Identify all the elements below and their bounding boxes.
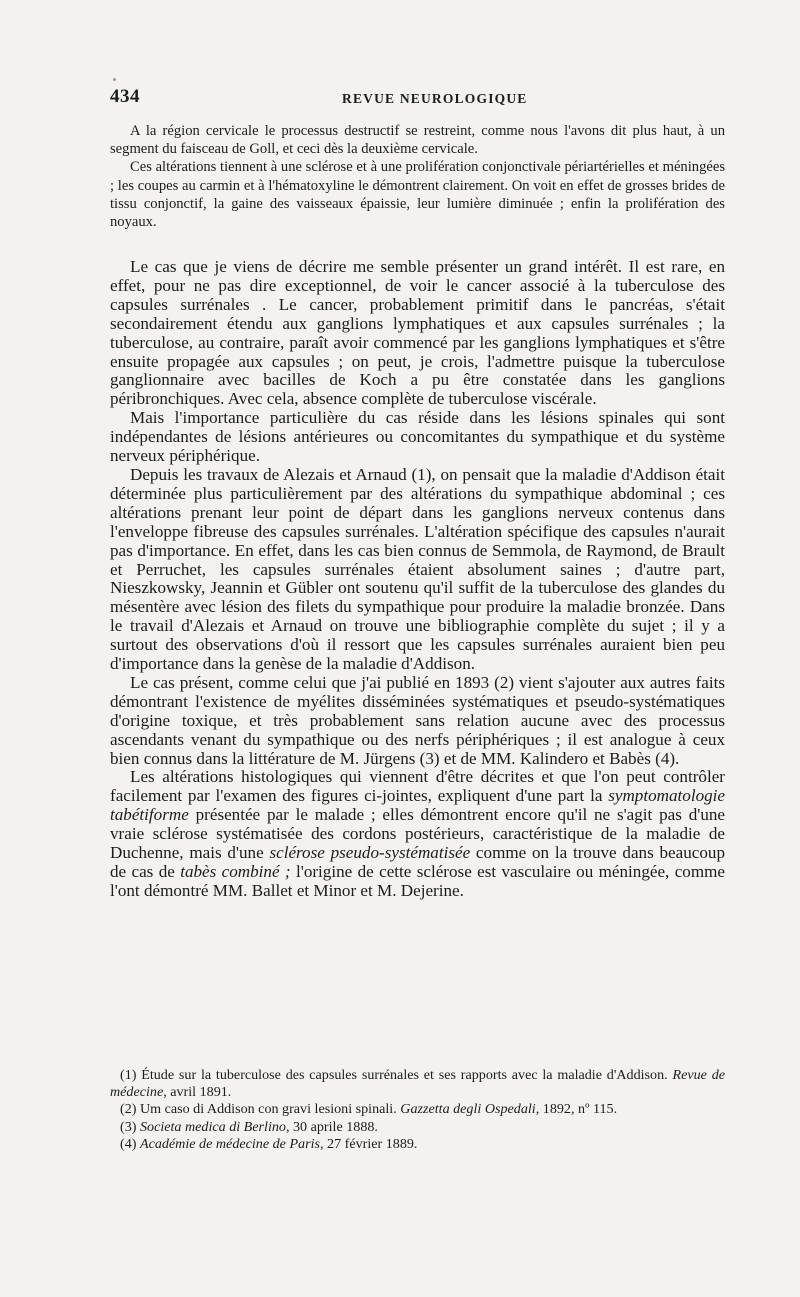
main-text <box>110 258 725 901</box>
italic-term: symptomatologie tabétiforme <box>110 786 725 825</box>
footnote-text: (1) Étude sur la tuberculose des capsules surrénales et ses rapports avec la maladie d'Addison. <box>120 1067 673 1083</box>
footnote <box>110 1136 725 1153</box>
body-paragraph <box>110 768 725 900</box>
footnote-source: Societa medica di Berlino, <box>139 1118 290 1135</box>
body-paragraph: Mais l'importance particulière du cas réside dans les lésions spinales qui sont indépendantes de lésions antérieures ou concomitantes du sympathique et du système nerveux périphérique. <box>110 408 725 466</box>
page-number: 434 <box>110 86 140 107</box>
footnote <box>110 1101 725 1118</box>
italic-term: sclérose pseudo-systématisée <box>269 843 471 863</box>
footnote-text: (2) Um caso di Addison con gravi lesioni spinali. <box>120 1101 401 1118</box>
footnote-source: Académie de médecine de Paris, <box>139 1135 324 1152</box>
small-paragraph: A la région cervicale le processus destructif se restreint, comme nous l'avons dit plus haut, à un segment du faisceau de Goll, et ceci dès la deuxième cervicale. <box>110 123 725 158</box>
small-paragraph: Ces altérations tiennent à une sclérose et à une prolifération conjonctivale périartérielles et méningées ; les coupes au carmin et à l'hématoxyline le démontrent clairement. On voit en effet de grosses brides de tissu conjonctif, la gaine des vaisseaux épaissie, leur lumière diminuée ; enfin la prolifération des noyaux. <box>110 159 725 231</box>
footnote <box>110 1119 725 1136</box>
text-run: l'origine de cette sclérose est vasculaire ou méningée, comme l'ont démontré MM. Ballet et Minor et M. Dejerine. <box>110 862 726 900</box>
text-run: présentée par le malade ; elles démontrent encore qu'il ne s'agit pas d'une vraie sclérose systématisée des cordons postérieurs, caractéristique de la maladie de Duchenne, mais d'une <box>110 805 725 863</box>
page-header <box>110 86 725 110</box>
running-title: REVUE NEUROLOGIQUE <box>342 91 528 106</box>
footnote-date: 1892, nº 115. <box>539 1101 618 1118</box>
body-paragraph: Le cas présent, comme celui que j'ai publié en 1893 (2) vient s'ajouter aux autres faits démontrant l'existence de myélites disséminées systématiques et pseudo-systématiques d'origine toxique, et très probablement sans relation aucune avec des processus ascendants venant du sympathique ou des nerfs périphériques ; il est analogue à ceux bien connus dans la littérature de M. Jürgens (3) et de MM. Kalindero et Babès (4). <box>110 672 725 768</box>
italic-term: tabès combiné ; <box>180 862 291 881</box>
footnote-source: Gazzetta degli Ospedali, <box>400 1101 540 1118</box>
scan-speck <box>113 78 116 81</box>
footnotes <box>110 1067 725 1153</box>
body-paragraph: Le cas que je viens de décrire me semble présenter un grand intérêt. Il est rare, en effet, pour ne pas dire exceptionnel, de voir le cancer associé à la tuberculose des capsules surrénales . Le cancer, probablement primitif dans le pancréas, s'était secondairement étendu aux ganglions lymphatiques et aux capsules surrénales ; la tuberculose, au contraire, paraît avoir commencé par les ganglions lymphatiques et s'être ensuite propagée aux capsules ; on peut, je crois, l'admettre puisque la tuberculose ganglionnaire avec bacilles de Koch a pu être constatée dans les ganglions péribronchiques. Avec cela, absence complète de tuberculose viscérale. <box>110 257 725 409</box>
footnote-date: avril 1891. <box>166 1084 232 1101</box>
text-run: Les altérations histologiques qui viennent d'être décrites et que l'on peut contrôler facilement par l'examen des figures ci-jointes, expliquent d'une part la <box>110 767 725 806</box>
footnote-date: 30 aprile 1888. <box>289 1118 378 1135</box>
small-print-section <box>110 122 725 231</box>
footnote <box>110 1067 725 1101</box>
footnote-text: (4) <box>120 1135 140 1152</box>
footnote-text: (3) <box>120 1118 140 1135</box>
text-run: comme on la trouve dans beaucoup de cas de <box>110 843 725 881</box>
footnote-source: Revue de médecine, <box>110 1067 725 1101</box>
footnote-date: 27 février 1889. <box>323 1135 418 1152</box>
body-paragraph: Depuis les travaux de Alezais et Arnaud (1), on pensait que la maladie d'Addison était déterminée plus particulièrement par des altérations du sympathique abdominal ; ces altérations prenant leur point de départ dans les ganglions nerveux contenus dans l'enveloppe fibreuse des capsules surrénales. L'altération spécifique des capsules n'aurait pas d'importance. En effet, dans les cas bien connus de Semmola, de Raymond, de Brault et Perruchet, les capsules surrénales étaient absolument saines ; d'autre part, Nieszkowsky, Jeannin et Gübler ont soutenu qu'il suffit de la tuberculose des glandes du mésentère avec lésion des filets du sympathique pour produire la maladie bronzée. Dans le travail d'Alezais et Arnaud on trouve une bibliographie complète du sujet ; il y a surtout des observations d'où il ressort que les capsules surrénales auraient bien peu d'importance dans la genèse de la maladie d'Addison. <box>110 464 725 674</box>
